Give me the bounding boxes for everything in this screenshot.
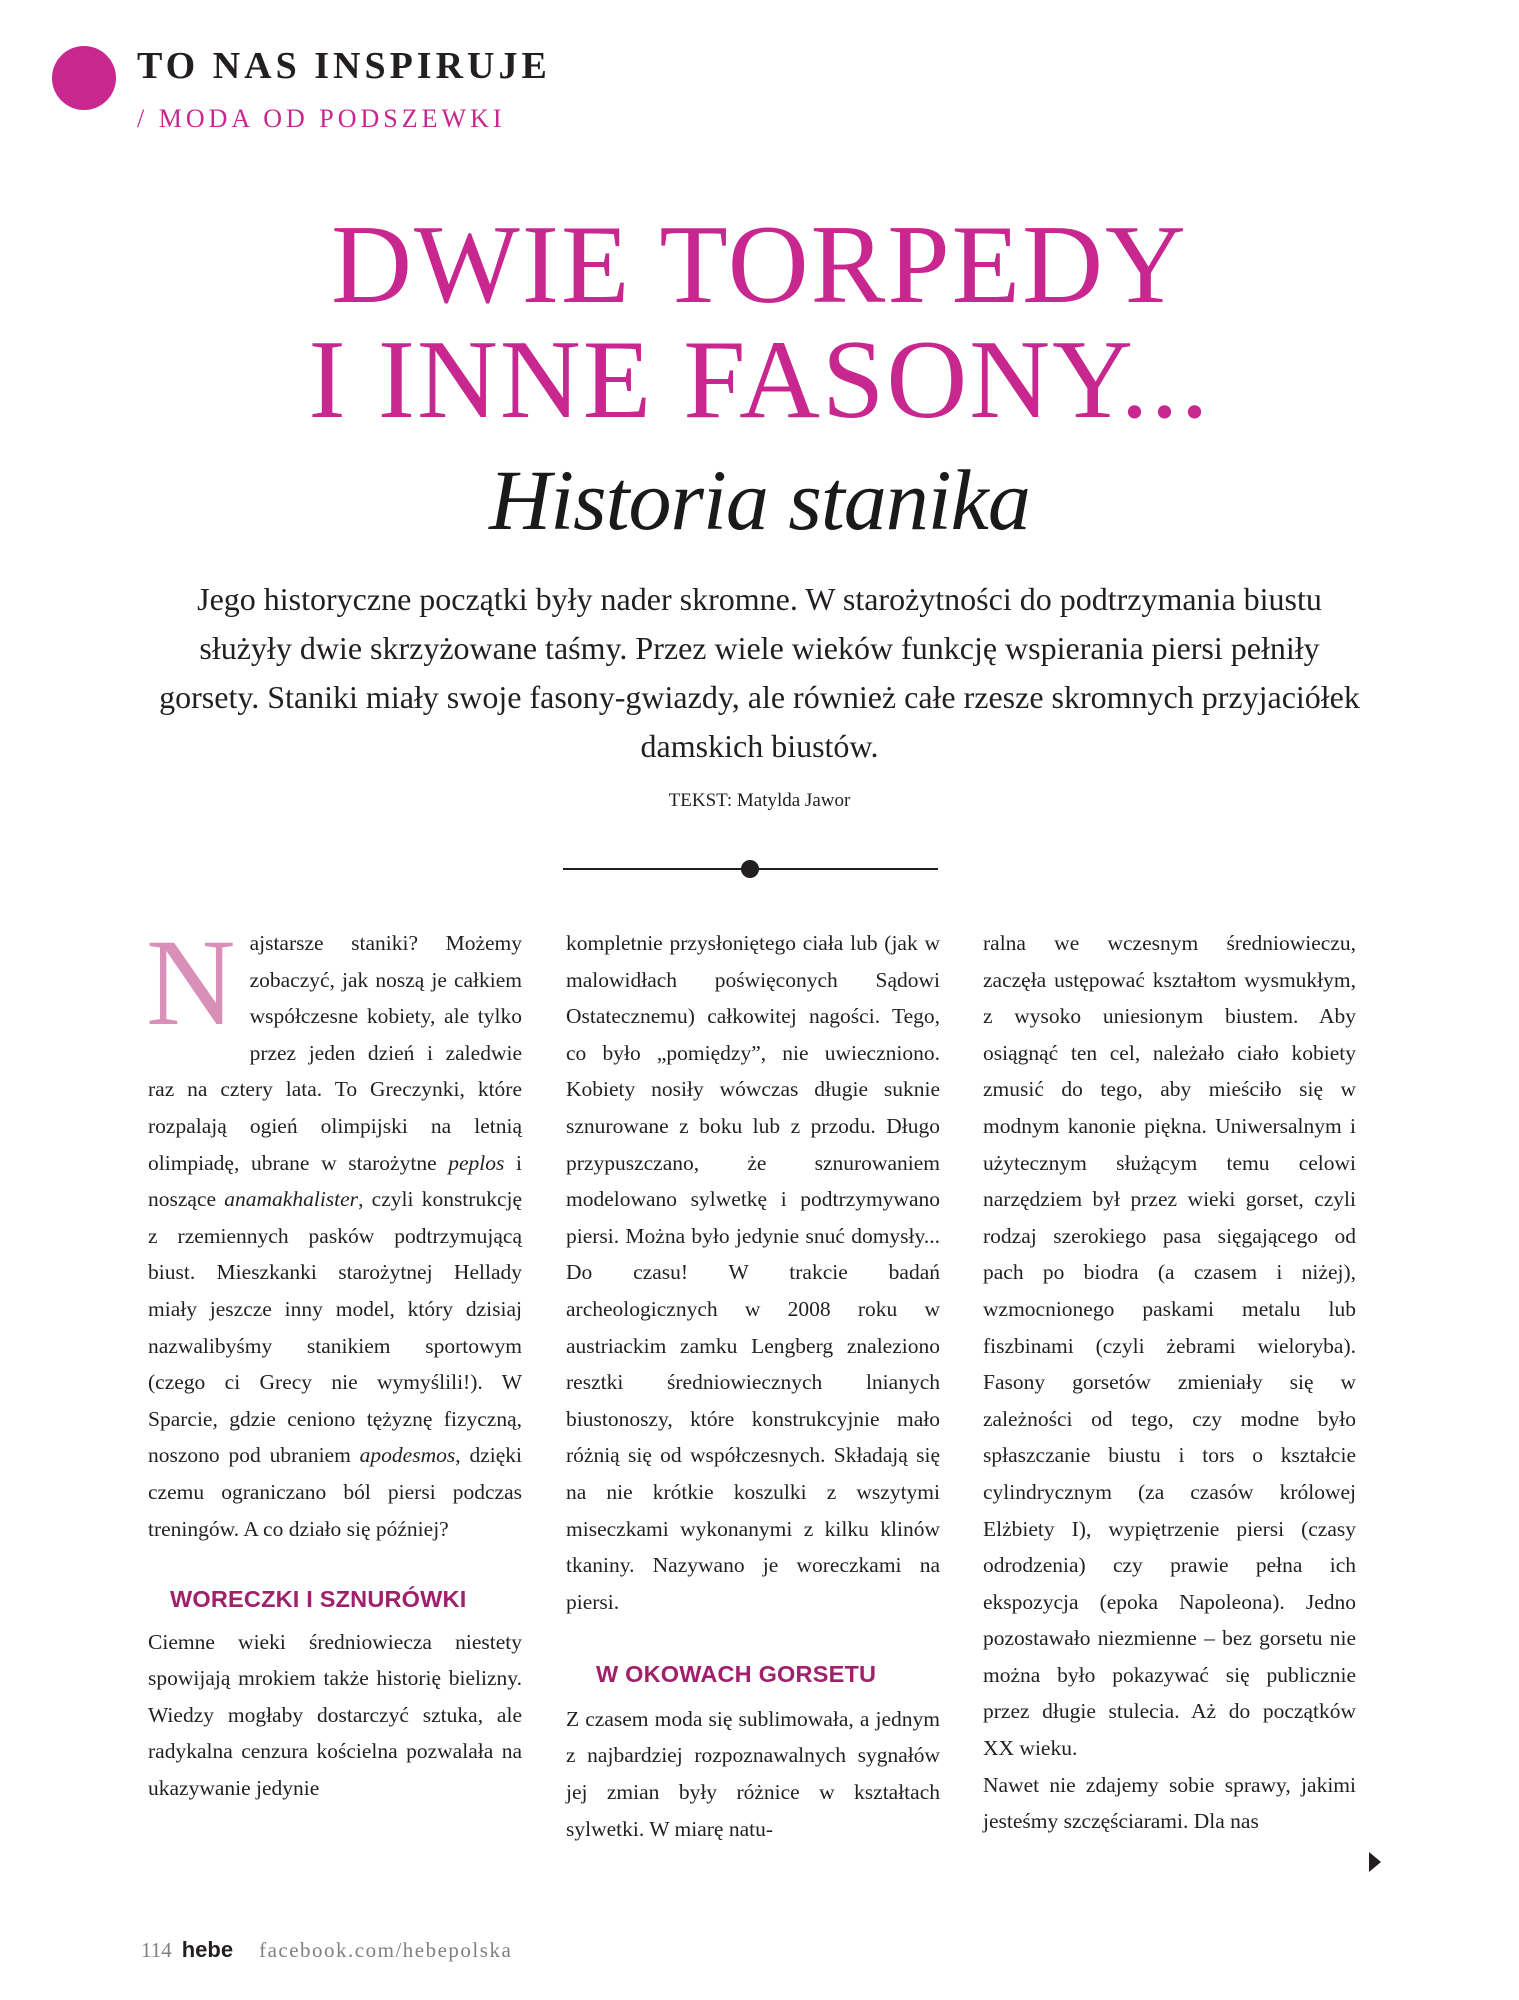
- paragraph: Z czasem moda się sublimowała, a jednym z najbardziej rozpoznawalnych sygnałów jej zmian były różnice w kształtach sylwetki. W miarę natu-: [566, 1706, 940, 1841]
- divider-dot: [741, 860, 759, 878]
- drop-cap: N: [146, 914, 236, 1051]
- section-label: TO NAS INSPIRUJE: [137, 45, 551, 87]
- article-lead: Jego historyczne początki były nader skromne. W starożytności do podtrzymania biustu służyły dwie skrzyżowane taśmy. Przez wiele wieków funkcję wspierania piersi pełniły gorsety. Staniki miały swoje fasony-gwiazdy, ale również całe rzesze skromnych przyjaciółek damskich biustów.: [159, 581, 1360, 764]
- section-marker-dot: [52, 46, 116, 110]
- author-credit: TEKST: Matylda Jawor: [668, 790, 851, 811]
- section-heading-woreczki: WORECZKI I SZNURÓWKI: [170, 1586, 467, 1613]
- article-title-line-1: DWIE TORPEDY: [331, 203, 1188, 327]
- italic-term: anamakhalister: [224, 1187, 359, 1212]
- article-subtitle: Historia stanika: [489, 452, 1030, 548]
- column-2: [566, 925, 940, 1847]
- text-run: , dzięki czemu ograniczano ból piersi podczas treningów. A co działo się później?: [148, 1443, 522, 1541]
- column-3: [983, 925, 1356, 1840]
- footer-url: facebook.com/hebepolska: [259, 1938, 513, 1962]
- text-run: ajstarsze staniki? Możemy zobaczyć, jak noszą je całkiem współczesne kobiety, ale tylko przez jeden dzień i zaledwie raz na cztery lata. To Greczynki, które rozpalają ogień olimpijski na letnią olimpiadę, ubrane w starożytne: [148, 931, 522, 1175]
- italic-term: apodesmos: [359, 1443, 456, 1468]
- text-run: i noszące: [148, 1150, 522, 1212]
- continue-arrow-icon: [1369, 1852, 1381, 1872]
- page-footer: [141, 1937, 512, 1963]
- text-run: , czyli konstrukcję z rzemiennych pasków podtrzymującą biust. Mieszkanki starożytnej Hellady miały jeszcze inny model, który dzisiaj nazwalibyśmy stanikiem sportowym (czego ci Grecy nie wymyślili!). W Sparcie, gdzie ceniono tężyznę fizyczną, noszono pod ubraniem: [148, 1187, 522, 1468]
- paragraph: ralna we wczesnym średniowieczu, zaczęła ustępować kształtom wysmukłym, z wysoko uniesionym biustem. Aby osiągnąć ten cel, należało ciało kobiety zmusić do tego, aby mieściło się w modnym kanonie piękna. Uniwersalnym i użytecznym służącym temu celowi narzędziem był przez wieki gorset, czyli rodzaj szerokiego pasa sięgającego od pach po biodra (a czasem i niżej), wzmocnionego paskami metalu lub fiszbinami (czyli żebrami wieloryba). Fasony gorsetów zmieniały się w zależności od tego, czy modne było spłaszczanie biustu i tors o kształcie cylindrycznym (za czasów królowej Elżbiety I), wypiętrzenie piersi (czasy odrodzenia) czy prawie pełna ich ekspozycja (epoka Napoleona). Jedno pozostawało niezmienne – bez gorsetu nie można było pokazywać się publicznie przez długie stulecia. Aż do początków XX wieku.: [983, 931, 1356, 1761]
- brand-logo: hebe: [181, 1937, 234, 1962]
- italic-term: peplos: [448, 1150, 505, 1175]
- article-title-line-2: I INNE FASONY...: [308, 318, 1211, 442]
- paragraph: Nawet nie zdajemy sobie sprawy, jakimi jesteśmy szczęściarami. Dla nas: [983, 1772, 1356, 1834]
- subsection-label: / MODA OD PODSZEWKI: [137, 104, 506, 133]
- paragraph: kompletnie przysłoniętego ciała lub (jak w malowidłach poświęconych Sądowi Ostatecznemu) całkowitej nagości. Tego, co było „pomiędzy”, nie uwieczniono. Kobiety nosiły wówczas długie suknie sznurowane z boku lub z przodu. Długo przypuszczano, że sznurowaniem modelowano sylwetkę i podtrzymywano piersi. Można było jedynie snuć domysły... Do czasu! W trakcie badań archeologicznych w 2008 roku w austriackim zamku Lengberg znaleziono resztki średniowiecznych lnianych biustonoszy, które konstrukcyjnie mało różnią się od współczesnych. Składają się na nie krótkie koszulki z wszytymi miseczkami wykonanymi z kilku klinów tkaniny. Nazywano je woreczkami na piersi.: [566, 931, 940, 1614]
- paragraph: [146, 914, 522, 1547]
- section-heading-gorset: W OKOWACH GORSETU: [596, 1661, 877, 1688]
- column-1: [146, 914, 522, 1807]
- page-number: 114: [141, 1938, 172, 1962]
- paragraph: Ciemne wieki średniowiecza niestety spowijają mrokiem także historię bielizny. Wiedzy mogłaby dostarczyć sztuka, ale radykalna cenzura kościelna pozwalała na ukazywanie jedynie: [148, 1629, 522, 1801]
